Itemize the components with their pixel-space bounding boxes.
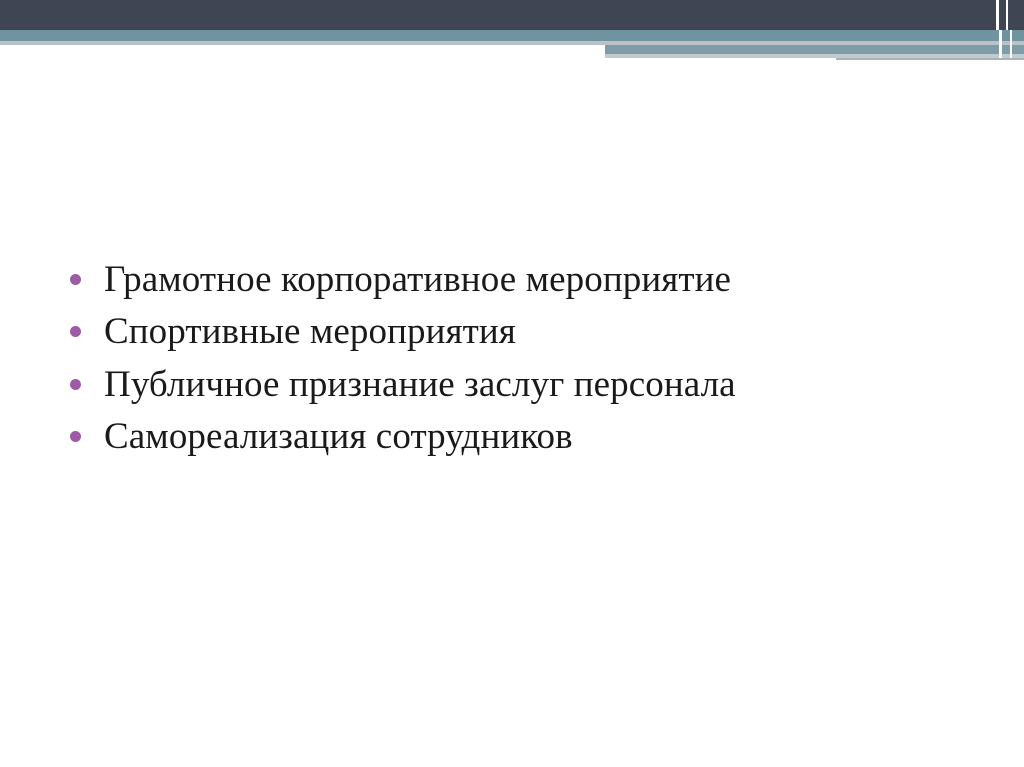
list-item xyxy=(60,363,920,407)
slide-header-decoration xyxy=(0,0,1024,70)
header-notch-2 xyxy=(1006,0,1008,30)
bullet-dot-icon xyxy=(70,326,81,337)
slide-body xyxy=(60,258,920,468)
list-item xyxy=(60,415,920,459)
list-item xyxy=(60,258,920,302)
bullet-text: Грамотное корпоративное мероприятие xyxy=(104,259,732,300)
bullet-dot-icon xyxy=(70,274,81,285)
bullet-dot-icon xyxy=(70,379,81,390)
header-notch-4 xyxy=(1010,30,1012,58)
list-item xyxy=(60,310,920,354)
header-band-teal xyxy=(0,30,1024,41)
header-accent-teal xyxy=(605,45,1024,54)
header-notch-3 xyxy=(999,30,1002,58)
bullet-list xyxy=(60,258,920,460)
header-accent-hairline xyxy=(836,58,1024,60)
header-notch-1 xyxy=(996,0,999,30)
bullet-text: Публичное признание заслуг персонала xyxy=(104,363,736,405)
bullet-text: Спортивные мероприятия xyxy=(104,311,516,353)
bullet-text: Самореализация сотрудников xyxy=(104,416,573,458)
bullet-dot-icon xyxy=(70,431,81,442)
header-band-dark xyxy=(0,0,1024,30)
